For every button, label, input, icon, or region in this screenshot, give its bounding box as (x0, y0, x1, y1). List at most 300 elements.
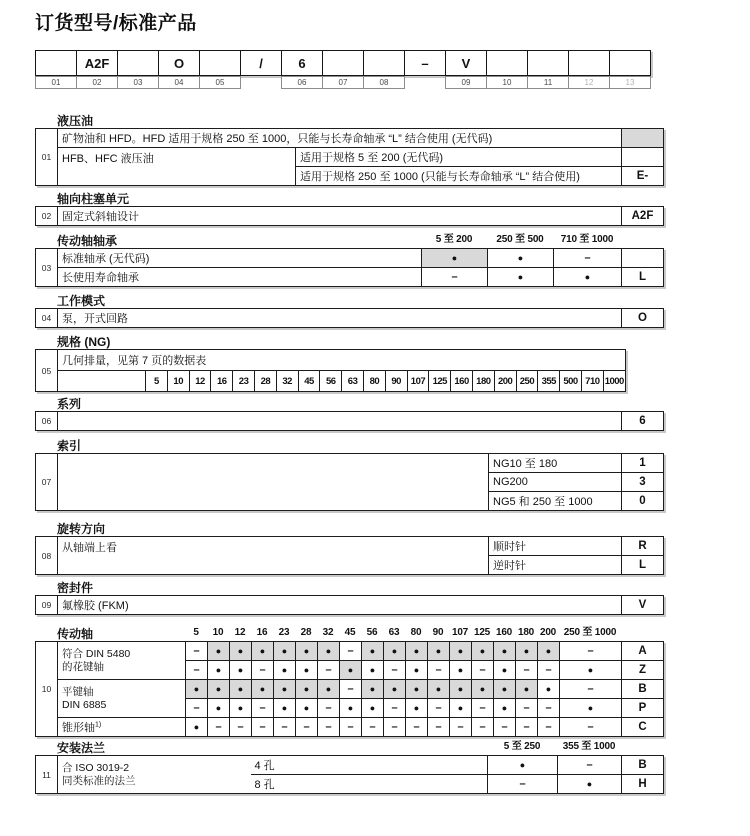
row-number: 01 (36, 129, 58, 186)
dot-marker: ● (318, 680, 340, 699)
dot-marker: ● (208, 699, 230, 718)
dash-marker: – (208, 718, 230, 737)
dash-marker: – (296, 718, 318, 737)
dot-marker: ● (362, 699, 384, 718)
table-row (36, 148, 664, 167)
column-header: 200 (539, 627, 557, 638)
code-cell: L (622, 268, 664, 287)
dash-marker: – (274, 718, 296, 737)
size-cell: 32 (276, 371, 298, 392)
column-header: 32 (322, 627, 334, 638)
dot-marker: ● (230, 642, 252, 661)
dash-marker: – (252, 699, 274, 718)
row-number: 10 (36, 642, 58, 737)
size-cell: 200 (494, 371, 516, 392)
dot-marker: ● (406, 699, 428, 718)
code-cell (622, 249, 664, 268)
dash-marker: – (384, 661, 406, 680)
dot-marker: ● (296, 642, 318, 661)
dash-marker: – (340, 680, 362, 699)
code-cell: 3 (622, 473, 664, 492)
dash-marker: – (560, 642, 622, 661)
table-row (36, 249, 664, 268)
dot-marker: ● (296, 661, 318, 680)
column-header: 80 (410, 627, 422, 638)
dot-marker: ● (274, 680, 296, 699)
section-01 (35, 112, 675, 186)
code-number: 08 (363, 76, 405, 89)
label-cell: 从轴端上看 (58, 537, 489, 575)
code-cell: 6 (281, 50, 323, 76)
column-header: 355 至 1000 (562, 741, 616, 752)
code-cell (568, 50, 610, 76)
row-number: 02 (36, 207, 58, 226)
dash-marker: – (318, 718, 340, 737)
dot-marker: ● (186, 718, 208, 737)
code-cell (35, 50, 77, 76)
label-cell: 氟橡胶 (FKM) (58, 596, 622, 615)
label-cell: 合 ISO 3019-2 同类标准的法兰 (58, 756, 251, 794)
table-row (36, 412, 664, 431)
dash-marker: – (340, 718, 362, 737)
dash-marker: – (428, 718, 450, 737)
dash-marker: – (186, 661, 208, 680)
dot-marker: ● (252, 642, 274, 661)
dash-marker: – (538, 718, 560, 737)
dot-marker: ● (554, 268, 622, 287)
code-number-row (35, 76, 651, 89)
section-title: 工作模式 (57, 294, 106, 308)
label-cell: 矿物油和 HFD。HFD 适用于规格 250 至 1000，只能与长寿命轴承 “L” 结合使用 (无代码) (58, 129, 622, 148)
code-number: 10 (486, 76, 528, 89)
size-cell: 125 (429, 371, 451, 392)
dash-marker: – (384, 718, 406, 737)
dot-marker: ● (296, 699, 318, 718)
section-table (35, 248, 664, 287)
code-cell: V (622, 596, 664, 615)
dash-marker: – (560, 680, 622, 699)
row-number: 07 (36, 454, 58, 511)
section-table (35, 536, 664, 575)
dash-marker: – (554, 249, 622, 268)
dot-marker: ● (318, 642, 340, 661)
section-07 (35, 437, 675, 511)
label-cell: 平键轴 DIN 6885 (58, 680, 186, 718)
dot-marker: ● (362, 642, 384, 661)
section-header (35, 333, 675, 348)
column-header: 23 (278, 627, 290, 638)
code-cell: B (622, 756, 664, 775)
dot-marker: ● (428, 680, 450, 699)
label-cell (58, 454, 489, 511)
code-cell (622, 148, 664, 167)
dash-marker: – (472, 661, 494, 680)
section-header (35, 112, 675, 127)
section-header (35, 520, 675, 535)
dot-marker: ● (208, 642, 230, 661)
dash-marker: – (450, 718, 472, 737)
code-number: 04 (158, 76, 200, 89)
label-cell: HFB、HFC 液压油 (58, 148, 296, 186)
dot-marker: ● (406, 661, 428, 680)
code-cell: A2F (622, 207, 664, 226)
code-cell: R (622, 537, 664, 556)
column-header: 45 (344, 627, 356, 638)
label-cell: 标准轴承 (无代码) (58, 249, 422, 268)
dash-marker: – (406, 718, 428, 737)
row-number: 09 (36, 596, 58, 615)
column-header: 5 至 250 (503, 741, 541, 752)
column-header: 56 (366, 627, 378, 638)
dash-marker: – (252, 718, 274, 737)
dash-marker: – (472, 718, 494, 737)
label-cell: 4 孔 (251, 756, 488, 775)
column-header: 16 (256, 627, 268, 638)
size-cell: 355 (538, 371, 560, 392)
label-cell: 泵，开式回路 (58, 309, 622, 328)
section-table (35, 595, 664, 615)
table-row (36, 756, 664, 775)
size-cell: 5 (146, 371, 168, 392)
code-cell (486, 50, 528, 76)
column-header: 63 (388, 627, 400, 638)
dash-marker: – (428, 699, 450, 718)
section-09 (35, 579, 675, 615)
section-header (35, 395, 675, 410)
section-table (35, 206, 664, 226)
section-title: 系列 (57, 397, 82, 411)
section-title: 旋转方向 (57, 522, 106, 536)
dot-marker: ● (538, 642, 560, 661)
label-cell: 8 孔 (251, 775, 488, 794)
column-header: 10 (212, 627, 224, 638)
row-number: 06 (36, 412, 58, 431)
code-cell (622, 129, 664, 148)
column-header: 90 (432, 627, 444, 638)
table-row (36, 718, 664, 737)
dash-marker: – (422, 268, 488, 287)
column-header: 5 至 200 (435, 234, 473, 245)
dot-marker: ● (516, 642, 538, 661)
dash-marker: – (186, 642, 208, 661)
dot-marker: ● (230, 680, 252, 699)
dash-marker: – (560, 718, 622, 737)
label-cell: 顺时针 (489, 537, 622, 556)
code-number: 03 (117, 76, 159, 89)
column-header: 250 至 1000 (563, 627, 617, 638)
code-cell: 1 (622, 454, 664, 473)
dot-marker: ● (274, 642, 296, 661)
dot-marker: ● (560, 661, 622, 680)
section-header (35, 739, 675, 754)
row-number: 08 (36, 537, 58, 575)
table-row (36, 642, 664, 661)
dash-marker: – (384, 699, 406, 718)
column-header: 180 (517, 627, 535, 638)
label-cell: 适用于规格 5 至 200 (无代码) (296, 148, 622, 167)
dot-marker: ● (560, 699, 622, 718)
table-row (36, 371, 626, 392)
column-header: 5 (193, 627, 199, 638)
dot-marker: ● (422, 249, 488, 268)
section-11 (35, 739, 675, 794)
size-cell: 45 (298, 371, 320, 392)
code-cell (322, 50, 364, 76)
code-cell: / (240, 50, 282, 76)
dot-marker: ● (488, 756, 558, 775)
dot-marker: ● (340, 661, 362, 680)
page-title: 订货型号/标准产品 (35, 13, 197, 34)
section-02 (35, 190, 675, 226)
code-number: 05 (199, 76, 241, 89)
section-table (35, 755, 664, 794)
size-cell: 710 (581, 371, 603, 392)
dot-marker: ● (362, 680, 384, 699)
size-cell: 10 (167, 371, 189, 392)
code-number-gap (240, 76, 282, 89)
dot-marker: ● (208, 661, 230, 680)
row-number: 03 (36, 249, 58, 287)
table-row (36, 454, 664, 473)
dot-marker: ● (450, 642, 472, 661)
code-number: 01 (35, 76, 77, 89)
dot-marker: ● (472, 680, 494, 699)
section-title: 液压油 (57, 114, 94, 128)
dot-marker: ● (488, 268, 554, 287)
dot-marker: ● (274, 661, 296, 680)
table-row (36, 537, 664, 556)
dash-marker: – (558, 756, 622, 775)
section-title: 轴向柱塞单元 (57, 192, 130, 206)
dash-marker: – (252, 661, 274, 680)
dash-marker: – (230, 718, 252, 737)
dot-marker: ● (384, 680, 406, 699)
size-cell: 12 (189, 371, 211, 392)
dot-marker: ● (428, 642, 450, 661)
section-header (35, 190, 675, 205)
code-cell: Z (622, 661, 664, 680)
size-cell: 16 (211, 371, 233, 392)
table-row (36, 680, 664, 699)
section-table (35, 128, 664, 186)
size-cell: 80 (363, 371, 385, 392)
dot-marker: ● (208, 680, 230, 699)
code-cell: H (622, 775, 664, 794)
section-03 (35, 232, 675, 287)
section-header (35, 437, 675, 452)
label-cell: 长使用寿命轴承 (58, 268, 422, 287)
code-number: 13 (609, 76, 651, 89)
dash-marker: – (340, 642, 362, 661)
code-cell (363, 50, 405, 76)
label-cell: 几何排量，见第 7 页的数据表 (58, 350, 626, 371)
dot-marker: ● (558, 775, 622, 794)
dash-marker: – (538, 661, 560, 680)
label-cell: NG5 和 250 至 1000 (489, 492, 622, 511)
size-cell: 500 (560, 371, 582, 392)
row-number: 11 (36, 756, 58, 794)
table-row (36, 129, 664, 148)
table-row (36, 207, 664, 226)
label-cell: 固定式斜轴设计 (58, 207, 622, 226)
column-headers (421, 232, 621, 247)
dot-marker: ● (494, 661, 516, 680)
dot-marker: ● (538, 680, 560, 699)
size-cell: 160 (451, 371, 473, 392)
code-cell: O (622, 309, 664, 328)
column-headers (185, 625, 621, 640)
code-cell: O (158, 50, 200, 76)
label-cell: 锥形轴$^{1)}$ (58, 718, 186, 737)
row-number: 04 (36, 309, 58, 328)
section-title: 密封件 (57, 581, 94, 595)
code-number: 09 (445, 76, 487, 89)
table-row (36, 350, 626, 371)
row-number: 05 (36, 350, 58, 392)
size-cell: 90 (385, 371, 407, 392)
table-row (36, 268, 664, 287)
section-title: 索引 (57, 439, 82, 453)
label-cell: NG200 (489, 473, 622, 492)
label-cell (58, 371, 146, 392)
code-cell: 6 (622, 412, 664, 431)
section-header (35, 292, 675, 307)
size-cell: 56 (320, 371, 342, 392)
code-cell: – (404, 50, 446, 76)
code-cell: E- (622, 167, 664, 186)
dash-marker: – (494, 718, 516, 737)
column-header: 160 (495, 627, 513, 638)
dash-marker: – (362, 718, 384, 737)
dot-marker: ● (472, 642, 494, 661)
dot-marker: ● (450, 680, 472, 699)
size-cell: 107 (407, 371, 429, 392)
code-cell: P (622, 699, 664, 718)
section-08 (35, 520, 675, 575)
code-number-gap (404, 76, 446, 89)
section-06 (35, 395, 675, 431)
dot-marker: ● (516, 680, 538, 699)
label-cell (58, 412, 622, 431)
size-cell: 28 (254, 371, 276, 392)
section-title: 传动轴 (57, 627, 94, 641)
code-number: 11 (527, 76, 569, 89)
size-cell: 63 (342, 371, 364, 392)
size-cell: 180 (472, 371, 494, 392)
column-header: 12 (234, 627, 246, 638)
code-cell: V (445, 50, 487, 76)
column-headers (487, 739, 621, 754)
column-header: 250 至 500 (496, 234, 544, 245)
size-cell: 1000 (603, 371, 625, 392)
dash-marker: – (488, 775, 558, 794)
dash-marker: – (186, 699, 208, 718)
column-header: 710 至 1000 (560, 234, 614, 245)
code-value-row (35, 50, 651, 76)
column-header: 28 (300, 627, 312, 638)
dash-marker: – (516, 718, 538, 737)
section-table (35, 641, 664, 737)
footnote-marker: 1) (95, 721, 102, 729)
dash-marker: – (428, 661, 450, 680)
table-row (36, 309, 664, 328)
code-number: 12 (568, 76, 610, 89)
code-cell: 0 (622, 492, 664, 511)
dot-marker: ● (362, 661, 384, 680)
dot-marker: ● (450, 699, 472, 718)
dot-marker: ● (494, 699, 516, 718)
table-row (36, 596, 664, 615)
dash-marker: – (516, 661, 538, 680)
dash-marker: – (472, 699, 494, 718)
column-header: 125 (473, 627, 491, 638)
dot-marker: ● (406, 680, 428, 699)
section-table (35, 453, 664, 511)
section-header (35, 232, 675, 247)
code-cell: B (622, 680, 664, 699)
section-05 (35, 333, 675, 392)
size-cell: 23 (233, 371, 255, 392)
section-10 (35, 625, 675, 737)
dot-marker: ● (488, 249, 554, 268)
code-number: 02 (76, 76, 118, 89)
dot-marker: ● (230, 661, 252, 680)
code-cell: A (622, 642, 664, 661)
label-cell: NG10 至 180 (489, 454, 622, 473)
section-title: 传动轴轴承 (57, 234, 118, 248)
dot-marker: ● (494, 680, 516, 699)
dot-marker: ● (274, 699, 296, 718)
dot-marker: ● (230, 699, 252, 718)
dash-marker: – (318, 661, 340, 680)
section-header (35, 579, 675, 594)
dot-marker: ● (384, 642, 406, 661)
label-cell: 逆时针 (489, 556, 622, 575)
dash-marker: – (318, 699, 340, 718)
label-cell: 适用于规格 250 至 1000 (只能与长寿命轴承 “L” 结合使用) (296, 167, 622, 186)
dot-marker: ● (252, 680, 274, 699)
code-cell (609, 50, 651, 76)
dot-marker: ● (494, 642, 516, 661)
code-cell (199, 50, 241, 76)
code-cell (117, 50, 159, 76)
column-header: 107 (451, 627, 469, 638)
code-cell: A2F (76, 50, 118, 76)
size-cell: 250 (516, 371, 538, 392)
code-number: 06 (281, 76, 323, 89)
code-cell: C (622, 718, 664, 737)
dash-marker: – (516, 699, 538, 718)
code-bar (35, 50, 651, 89)
section-header (35, 625, 675, 640)
code-cell (527, 50, 569, 76)
section-title: 安装法兰 (57, 741, 106, 755)
code-number: 07 (322, 76, 364, 89)
section-04 (35, 292, 675, 328)
code-cell: L (622, 556, 664, 575)
section-table (35, 349, 626, 392)
section-table (35, 308, 664, 328)
dot-marker: ● (296, 680, 318, 699)
section-title: 规格 (NG) (57, 335, 111, 349)
dot-marker: ● (406, 642, 428, 661)
dash-marker: – (538, 699, 560, 718)
dot-marker: ● (450, 661, 472, 680)
dot-marker: ● (340, 699, 362, 718)
dot-marker: ● (186, 680, 208, 699)
section-table (35, 411, 664, 431)
label-cell: 符合 DIN 5480 的花键轴 (58, 642, 186, 680)
